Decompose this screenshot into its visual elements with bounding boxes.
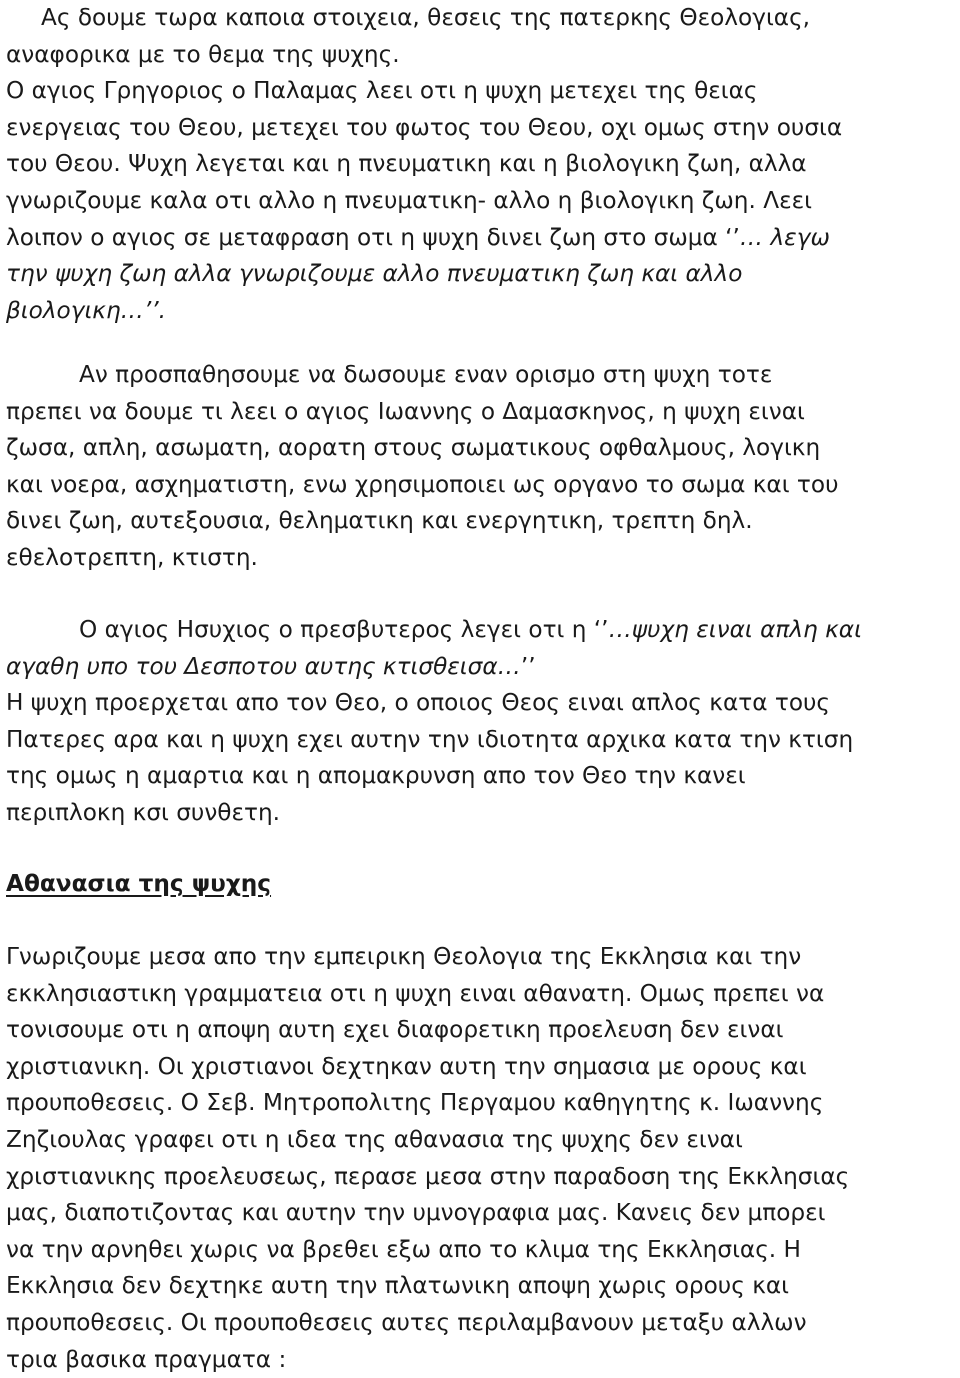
paragraph-hesychius bbox=[6, 612, 958, 832]
text-line: Πατερες αρα και η ψυχη εχει αυτην την ιδιοτητα αρχικα κατα την κτιση bbox=[6, 725, 854, 753]
text-line: εθελοτρεπτη, κτιστη. bbox=[6, 543, 258, 571]
quote-italic: … λεγω bbox=[739, 223, 830, 251]
text-line: περιπλοκη κσι συνθετη. bbox=[6, 798, 281, 826]
text-line: Αν προσπαθησουμε να δωσουμε εναν ορισμο στη ψυχη τοτε bbox=[79, 361, 773, 388]
document-page bbox=[6, 0, 958, 1376]
text-line: Γνωριζουμε μεσα απο την εμπειρικη Θεολογια της Εκκλησια και την bbox=[6, 943, 802, 970]
text-line: προυποθεσεις. Οι προυποθεσεις αυτες περιλαμβανουν μεταξυ αλλων bbox=[6, 1308, 807, 1336]
text-run: λοιπον ο αγιος σε μεταφραση οτι η ψυχη δινει ζωη στο σωμα ‘’ bbox=[6, 223, 740, 251]
text-line: μας, διαποτιζοντας και αυτην την υμνογραφια μας. Κανεις δεν μπορει bbox=[6, 1199, 826, 1227]
text-line: ενεργειας του Θεου, μετεχει του φωτος του Θεου, οχι ομως στην ουσια bbox=[6, 113, 843, 141]
text-run: Ο αγιος Ησυχιος ο πρεσβυτερος λεγει οτι η ‘’ bbox=[79, 616, 609, 643]
text-line: γνωριζουμε καλα οτι αλλο η πνευματικη- αλλο η βιολογικη ζωη. Λεει bbox=[6, 186, 813, 214]
text-line: να την αρνηθει χωρις να βρεθει εξω απο το κλιμα της Εκκλησιας. Η bbox=[6, 1235, 801, 1263]
text-line: Ας δουμε τωρα καποια στοιχεια, θεσεις της πατερκης Θεολογιας, bbox=[41, 4, 811, 31]
text-line: τρια βασικα πραγματα : bbox=[6, 1345, 287, 1373]
paragraph-immortality bbox=[6, 939, 958, 1378]
quote-italic: αγαθη υπο του Δεσποτου αυτης κτισθεισα… bbox=[6, 652, 521, 680]
text-line: δινει ζωη, αυτεξουσια, θεληματικη και ενεργητικη, τρεπτη δηλ. bbox=[6, 507, 753, 535]
text-run: ’’ bbox=[520, 652, 536, 680]
text-line bbox=[6, 612, 958, 649]
text-line bbox=[6, 649, 958, 686]
text-line: της ομως η αμαρτια και η απομακρυνση απο τον Θεο την κανει bbox=[6, 762, 746, 790]
text-line: χριστιανικη. Οι χριστιανοι δεχτηκαν αυτη την σημασια με ορους και bbox=[6, 1052, 807, 1080]
quote-line-italic: την ψυχη ζωη αλλα γνωριζουμε αλλο πνευματικη ζωη και αλλο bbox=[6, 260, 743, 288]
text-line: τονισουμε οτι η αποψη αυτη εχει διαφορετικη προελευση δεν ειναι bbox=[6, 1016, 784, 1044]
section-heading bbox=[6, 866, 958, 903]
text-line: εκκλησιαστικη γραμματεια οτι η ψυχη ειναι αθανατη. Ομως πρεπει να bbox=[6, 979, 825, 1007]
quote-line-italic: βιολογικη…’’. bbox=[6, 296, 166, 324]
text-line bbox=[6, 220, 958, 257]
paragraph-definition-of-soul bbox=[6, 357, 958, 577]
text-line: του Θεου. Ψυχη λεγεται και η πνευματικη και η βιολογικη ζωη, αλλα bbox=[6, 150, 807, 178]
text-line: Εκκλησια δεν δεχτηκε αυτη την πλατωνικη αποψη χωρις ορους και bbox=[6, 1272, 789, 1300]
text-line: πρεπει να δουμε τι λεει ο αγιος Ιωαννης ο Δαμασκηνος, η ψυχη ειναι bbox=[6, 397, 805, 425]
text-line: και νοερα, ασχηματιστη, ενω χρησιμοποιει ως οργανο το σωμα και του bbox=[6, 470, 839, 498]
text-line: προυποθεσεις. Ο Σεβ. Μητροπολιτης Περγαμου καθηγητης κ. Ιωαννης bbox=[6, 1089, 824, 1117]
text-line: ζωσα, απλη, ασωματη, αορατη στους σωματικους οφθαλμους, λογικη bbox=[6, 434, 821, 462]
paragraph-patristic-theses bbox=[6, 0, 958, 329]
text-line: Η ψυχη προερχεται απο τον Θεο, ο οποιος Θεος ειναι απλος κατα τους bbox=[6, 689, 831, 717]
text-line: Ζηζιουλας γραφει οτι η ιδεα της αθανασια της ψυχης δεν ειναι bbox=[6, 1125, 743, 1153]
text-line: Ο αγιος Γρηγοριος ο Παλαμας λεει οτι η ψυχη μετεχει της θειας bbox=[6, 77, 758, 105]
text-line: χριστιανικης προελευσεως, περασε μεσα στην παραδοση της Εκκλησιας bbox=[6, 1162, 850, 1190]
quote-italic: …ψυχη ειναι απλη και bbox=[608, 616, 862, 643]
text-line: αναφορικα με το θεμα της ψυχης. bbox=[6, 40, 400, 68]
heading-immortality-of-soul: Αθανασια της ψυχης bbox=[6, 870, 272, 897]
